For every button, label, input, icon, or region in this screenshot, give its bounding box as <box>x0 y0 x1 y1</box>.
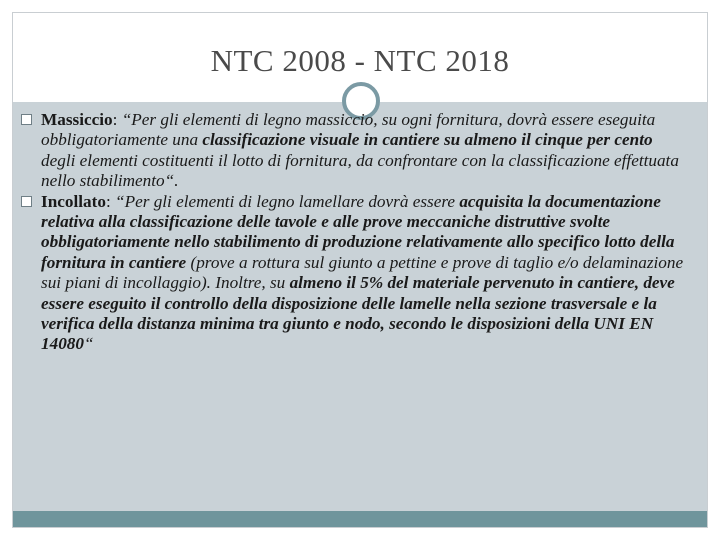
bullet-text: “Per gli elementi di legno massiccio, su ogni fornitura, dovrà essere eseguita obbligatoriamente una <box>41 110 656 150</box>
bullet-term: Massiccio <box>41 110 113 129</box>
bullet-text: “ <box>83 334 94 354</box>
slide-title: NTC 2008 - NTC 2018 <box>210 43 510 78</box>
bullet-bold-text: acquisita la documentazione relativa alla classificazione delle tavole e alle prove meccaniche distruttive svolte obbligatoriamente nello stabilimento di produzione relativamente allo specifico lotto della fornitura in cantiere <box>41 191 675 272</box>
bullet-list <box>21 110 686 355</box>
bullet-text: “Per gli elementi di legno lamellare dovrà essere <box>115 191 460 211</box>
bullet-item-incollato <box>21 192 686 355</box>
bullet-bold-text: classificazione visuale in cantiere su almeno il cinque per cento <box>202 130 653 150</box>
bullet-text: (prove a rottura sul giunto a pettine e prove di taglio e/o delaminazione sui piani di incollaggio). Inoltre, su <box>41 252 684 293</box>
bullet-text: degli elementi costituenti il lotto di fornitura, da confrontare con la classificazione effettuata nello stabilimento“. <box>41 150 679 191</box>
bullet-term: Incollato <box>41 191 106 211</box>
bottom-bar <box>13 511 707 527</box>
term-separator: : <box>112 110 122 129</box>
bullet-bold-text: almeno il 5% del materiale pervenuto in cantiere, deve essere eseguito il controllo della disposizione delle lamelle nella sezione trasversale e la verifica della distanza minima tra giunto e nodo, secondo le disposizioni della UNI EN 14080 <box>41 273 675 354</box>
term-separator: : <box>105 191 116 211</box>
checkbox-bullet-icon <box>21 114 32 125</box>
checkbox-bullet-icon <box>21 196 32 207</box>
bullet-item-massiccio <box>21 110 686 192</box>
